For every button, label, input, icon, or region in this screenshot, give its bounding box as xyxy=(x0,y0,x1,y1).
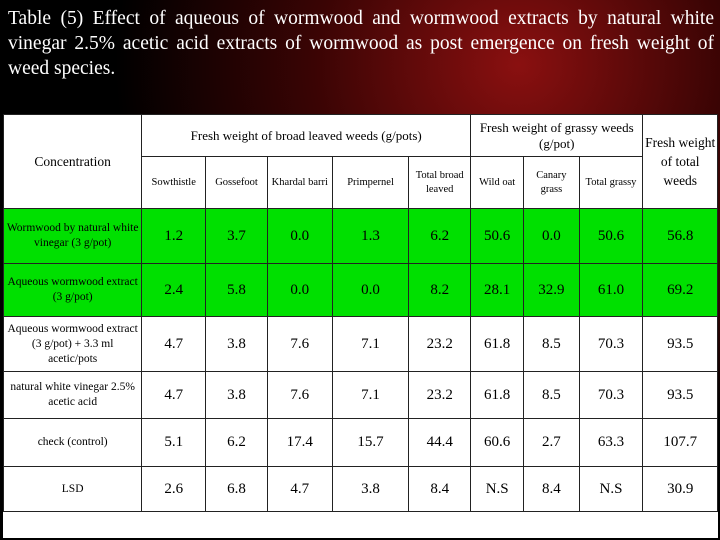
results-table xyxy=(3,114,718,512)
row-label: natural white vinegar 2.5% acetic acid xyxy=(4,372,142,419)
table-cell: 50.6 xyxy=(471,209,524,264)
slide-title: Table (5) Effect of aqueous of wormwood and wormwood extracts by natural white vinegar 2.5% acetic acid extracts of wormwood as post emergence on fresh weight of weed species. xyxy=(8,8,714,79)
table-cell: 15.7 xyxy=(332,419,409,467)
column-header: Total broad leaved xyxy=(409,157,471,209)
table-cell: 0.0 xyxy=(267,264,332,317)
table-cell: 44.4 xyxy=(409,419,471,467)
table-body xyxy=(4,209,718,512)
table-row xyxy=(4,467,718,512)
table-cell: 2.7 xyxy=(524,419,579,467)
row-label: check (control) xyxy=(4,419,142,467)
table-cell: 30.9 xyxy=(643,467,718,512)
table-cell: 23.2 xyxy=(409,317,471,372)
row-label: Aqueous wormwood extract (3 g/pot) xyxy=(4,264,142,317)
table-cell: 3.8 xyxy=(332,467,409,512)
row-label: Aqueous wormwood extract (3 g/pot) + 3.3 ml acetic/pots xyxy=(4,317,142,372)
broadleaf-group-header: Fresh weight of broad leaved weeds (g/pots) xyxy=(142,115,471,157)
table-cell: 107.7 xyxy=(643,419,718,467)
table-cell: 6.2 xyxy=(206,419,268,467)
table-cell: 56.8 xyxy=(643,209,718,264)
table-row xyxy=(4,264,718,317)
row-label: Wormwood by natural white vinegar (3 g/pot) xyxy=(4,209,142,264)
column-header: Canary grass xyxy=(524,157,579,209)
table-cell: 17.4 xyxy=(267,419,332,467)
grassy-group-header: Fresh weight of grassy weeds (g/pot) xyxy=(471,115,643,157)
table-cell: 3.7 xyxy=(206,209,268,264)
column-header: Wild oat xyxy=(471,157,524,209)
table-cell: 23.2 xyxy=(409,372,471,419)
total-weeds-header: Fresh weight of total weeds xyxy=(643,115,718,209)
table-cell: 8.2 xyxy=(409,264,471,317)
table-cell: 8.4 xyxy=(409,467,471,512)
table-cell: 7.6 xyxy=(267,372,332,419)
table-cell: 8.5 xyxy=(524,372,579,419)
table-cell: 1.3 xyxy=(332,209,409,264)
table-cell: 61.8 xyxy=(471,317,524,372)
table-cell: 1.2 xyxy=(142,209,206,264)
table-cell: 8.4 xyxy=(524,467,579,512)
table-cell: 0.0 xyxy=(267,209,332,264)
table-cell: 70.3 xyxy=(579,317,643,372)
column-header: Total grassy xyxy=(579,157,643,209)
table-cell: 3.8 xyxy=(206,372,268,419)
table-row xyxy=(4,419,718,467)
column-header: Sowthistle xyxy=(142,157,206,209)
table-cell: 3.8 xyxy=(206,317,268,372)
table-cell: 5.8 xyxy=(206,264,268,317)
results-table-container xyxy=(3,114,718,538)
table-cell: 70.3 xyxy=(579,372,643,419)
table-row xyxy=(4,209,718,264)
table-cell: 0.0 xyxy=(332,264,409,317)
table-cell: 93.5 xyxy=(643,317,718,372)
table-cell: 7.1 xyxy=(332,317,409,372)
table-cell: 50.6 xyxy=(579,209,643,264)
table-cell: 6.2 xyxy=(409,209,471,264)
table-cell: 4.7 xyxy=(142,317,206,372)
row-label: LSD xyxy=(4,467,142,512)
table-cell: 4.7 xyxy=(267,467,332,512)
table-cell: 63.3 xyxy=(579,419,643,467)
table-cell: 0.0 xyxy=(524,209,579,264)
column-header: Khardal barri xyxy=(267,157,332,209)
table-cell: N.S xyxy=(471,467,524,512)
table-cell: 93.5 xyxy=(643,372,718,419)
table-cell: 61.0 xyxy=(579,264,643,317)
concentration-header: Concentration xyxy=(4,115,142,209)
table-cell: 2.6 xyxy=(142,467,206,512)
table-cell: N.S xyxy=(579,467,643,512)
table-cell: 7.6 xyxy=(267,317,332,372)
table-row xyxy=(4,317,718,372)
table-cell: 5.1 xyxy=(142,419,206,467)
table-cell: 7.1 xyxy=(332,372,409,419)
table-cell: 6.8 xyxy=(206,467,268,512)
table-cell: 60.6 xyxy=(471,419,524,467)
table-cell: 32.9 xyxy=(524,264,579,317)
column-header: Gossefoot xyxy=(206,157,268,209)
column-header: Primpernel xyxy=(332,157,409,209)
table-cell: 8.5 xyxy=(524,317,579,372)
table-cell: 69.2 xyxy=(643,264,718,317)
table-cell: 4.7 xyxy=(142,372,206,419)
table-cell: 2.4 xyxy=(142,264,206,317)
table-cell: 61.8 xyxy=(471,372,524,419)
table-cell: 28.1 xyxy=(471,264,524,317)
table-row xyxy=(4,372,718,419)
